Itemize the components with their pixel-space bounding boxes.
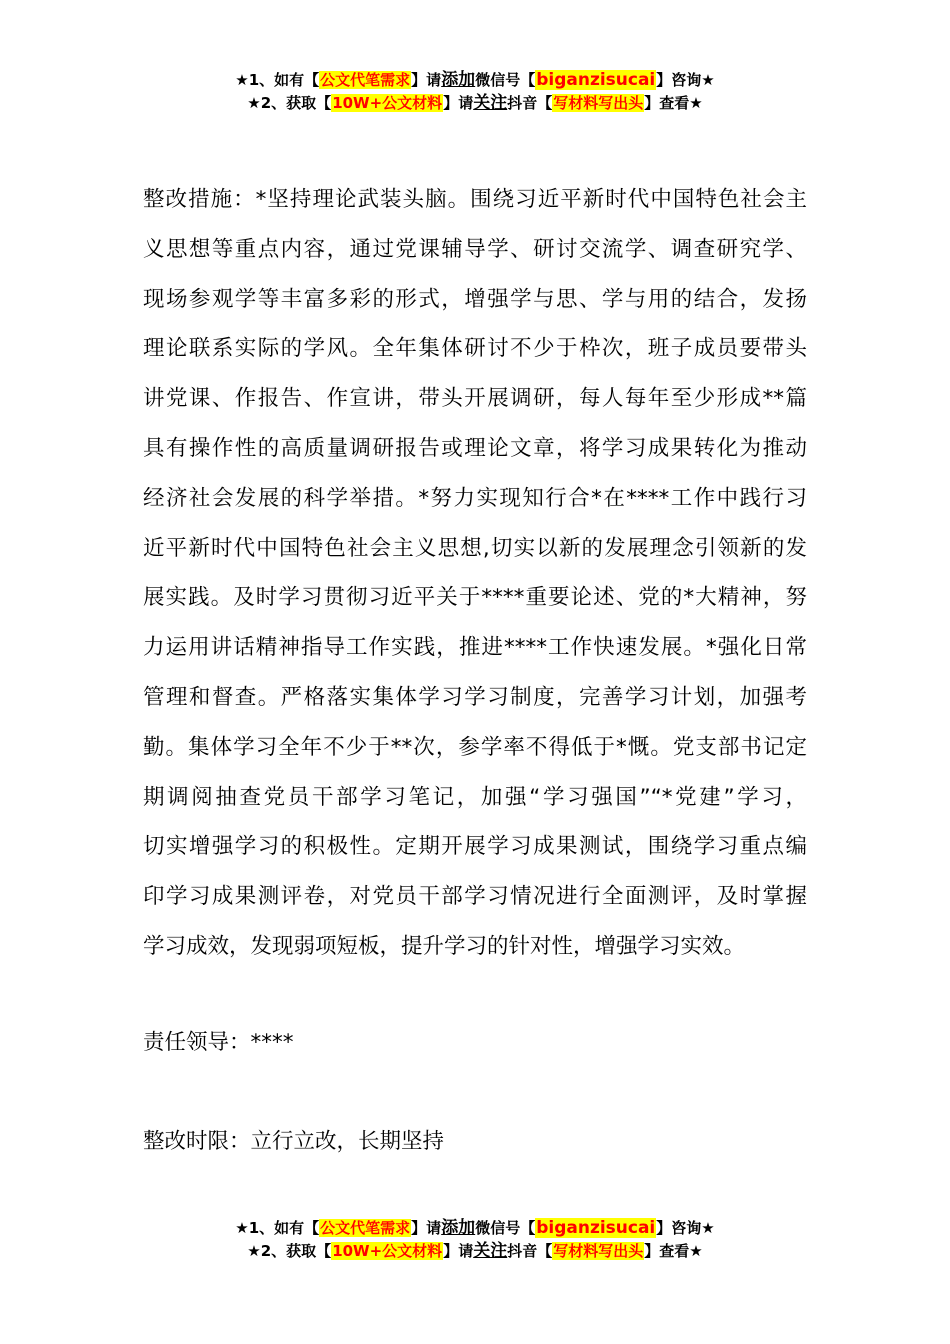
- banner-line-2: [0, 1240, 950, 1263]
- banner-underline: 添加: [441, 70, 476, 90]
- responsible-leader: 责任领导：****: [143, 1030, 294, 1055]
- paragraph-line: 现场参观学等丰富多彩的形式，增强学与思、学与用的结合，发扬: [143, 286, 807, 312]
- banner-underline: 关注: [473, 1241, 508, 1261]
- paragraph-line: 力运用讲话精神指导工作实践，推进****工作快速发展。*强化日常: [143, 635, 807, 661]
- banner-text: ★1、如有【: [235, 1219, 320, 1237]
- banner-text: ★2、获取【: [247, 94, 332, 112]
- paragraph-line: 义思想等重点内容，通过党课辅导学、研讨交流学、调查研究学、: [143, 236, 807, 262]
- rectification-measures-paragraph: [143, 175, 807, 972]
- paragraph-line: 勤。集体学习全年不少于**次，参学率不得低于*慨。党支部书记定: [143, 734, 807, 760]
- banner-highlight: 公文代笔需求: [320, 1219, 411, 1237]
- banner-text: 】请: [411, 1219, 442, 1237]
- banner-text: 微信号【: [475, 1219, 536, 1237]
- paragraph-line: 展实践。及时学习贯彻习近平关于****重要论述、党的*大精神，努: [143, 585, 807, 611]
- banner-highlight: biganzisucai: [536, 70, 656, 90]
- paragraph-line: 印学习成果测评卷，对党员干部学习情况进行全面测评，及时掌握: [143, 884, 807, 910]
- banner-text: 】咨询★: [656, 71, 715, 89]
- banner-underline: 关注: [473, 93, 508, 113]
- banner-highlight: 写材料写出头: [553, 94, 644, 112]
- banner-line-1: [0, 1217, 950, 1240]
- banner-text: ★2、获取【: [247, 1242, 332, 1260]
- banner-text: 微信号【: [475, 71, 536, 89]
- paragraph-line: 切实增强学习的积极性。定期开展学习成果测试，围绕学习重点编: [143, 834, 807, 860]
- paragraph-line: 理论联系实际的学风。全年集体研讨不少于枠次，班子成员要带头: [143, 336, 807, 362]
- rectification-deadline: 整改时限：立行立改，长期坚持: [143, 1129, 445, 1154]
- paragraph-line: 学习成效，发现弱项短板，提升学习的针对性，增强学习实效。: [143, 933, 746, 959]
- banner-text: 】查看★: [644, 1242, 703, 1260]
- header-banner: [0, 69, 950, 115]
- paragraph-line: 具有操作性的高质量调研报告或理论文章，将学习成果转化为推动: [143, 435, 807, 461]
- banner-text: 】请: [443, 94, 474, 112]
- banner-highlight: 写材料写出头: [553, 1242, 644, 1260]
- banner-highlight: 公文代笔需求: [320, 71, 411, 89]
- paragraph-line: 整改措施：*坚持理论武装头脑。围绕习近平新时代中国特色社会主: [143, 187, 807, 212]
- banner-text: 】查看★: [644, 94, 703, 112]
- paragraph-line: 近平新时代中国特色社会主义思想,切实以新的发展理念引领新的发: [143, 535, 807, 561]
- paragraph-line: 经济社会发展的科学举措。*努力实现知行合*在****工作中践行习: [143, 485, 807, 511]
- banner-highlight: 10W+公文材料: [332, 1242, 443, 1260]
- paragraph-line: 讲党课、作报告、作宣讲，带头开展调研，每人每年至少形成**篇: [143, 386, 807, 412]
- paragraph-line: 期调阅抽查党员干部学习笔记，加强“学习强国”“*党建”学习，: [143, 784, 807, 810]
- banner-underline: 添加: [441, 1218, 476, 1238]
- banner-line-2: [0, 92, 950, 115]
- banner-text: 】请: [443, 1242, 474, 1260]
- footer-banner: [0, 1217, 950, 1263]
- banner-text: 抖音【: [507, 94, 553, 112]
- banner-text: 抖音【: [507, 1242, 553, 1260]
- banner-text: ★1、如有【: [235, 71, 320, 89]
- banner-text: 】请: [411, 71, 442, 89]
- banner-line-1: [0, 69, 950, 92]
- banner-highlight: biganzisucai: [536, 1218, 656, 1238]
- banner-highlight: 10W+公文材料: [332, 94, 443, 112]
- banner-text: 】咨询★: [656, 1219, 715, 1237]
- paragraph-line: 管理和督查。严格落实集体学习学习制度，完善学习计划，加强考: [143, 684, 807, 710]
